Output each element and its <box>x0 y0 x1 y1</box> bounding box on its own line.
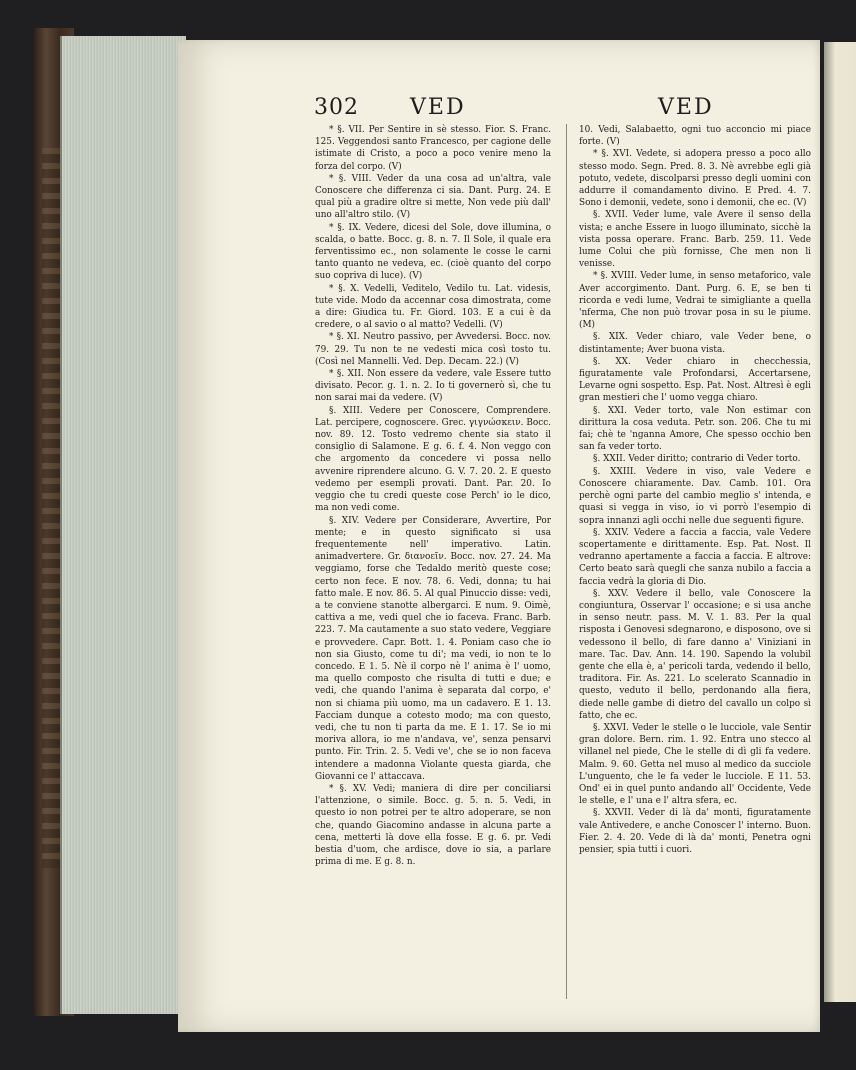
dictionary-page <box>178 40 820 1032</box>
entry: * §. VII. Per Sentire in sè stesso. Fior. S. Franc. 125. Veggendosi santo Francesco, per cagione delle istimate di Cristo, a poco a poco venire meno la forza del corpo. (V) <box>315 125 551 172</box>
entry: §. XXVI. Veder le stelle o le lucciole, vale Sentir gran dolore. Bern. rim. 1. 92. Entra uno stecco al villanel nel piede, Che le stelle di dì gli fa vedere. Malm. 9. 60. Getta nel muso al medico da succiole L'unguento, che le fa veder le lucciole. E 11. 53. Ond' ei in quel punto andando all' Occidente, Vede le stelle, e l' una e l' altra sfera, ec. <box>579 722 811 807</box>
page-header <box>310 95 810 125</box>
entry: §. XIV. Vedere per Considerare, Avvertire, Por mente; e in questo significato si usa frequentemente nell' imperativo. Latin. animadvertere. Gr. διανοεῖν. Bocc. nov. 27. 24. Ma veggiamo, forse che Tedaldo meritò queste cose; certo non fece. E nov. 78. 6. Vedi, donna; tu hai fatto male. E nov. 86. 5. Al qual Pinuccio disse: vedi, a te conviene stanotte albergarci. E num. 9. Oimè, cattiva a me, vedi quel che io faceva. Franc. Barb. 223. 7. Ma cautamente a suo stato vedere, Veggiare e provvedere. Capr. Bott. 1. 4. Poniam caso che io non sia Giusto, come tu di'; ma vedi, io non te lo concedo. E 1. 5. Nè il corpo nè l' anima è l' uomo, ma quello composto che risulta di tutti e due; e vedi, che quando l'anima è separata dal corpo, e' non si chiama più uomo, ma un cadavero. E 1. 13. Facciam dunque a cotesto modo; ma con questo, vedi, che tu non ti parta da me. E 1. 17. Se io mi moriva allora, io me n'andava, ve', senza pensarvi punto. Fir. Trin. 2. 5. Vedi ve', che se io non faceva intendere a madonna Violante questa giarda, che Giovanni ce l' attaccava. <box>315 515 551 782</box>
entry: * §. X. Vedelli, Veditelo, Vedilo tu. Lat. videsis, tute vide. Modo da accennar cosa dimostrata, come a dire: Giudica tu. Fr. Giord. 103. E a cui è da credere, o al savio o al matto? Vedelli. (V) <box>315 283 551 331</box>
entry: §. XIII. Vedere per Conoscere, Comprendere. Lat. percipere, cognoscere. Grec. γιγνώσκειν. Bocc. nov. 89. 12. Tosto vedremo chente sia stato il consiglio di Salamone. E g. 6. f. 4. Non veggo con che argomento da concedere vi possa nello avvenire riprendere alcuno. G. V. 7. 20. 2. E questo vedemo per esempli provati. Dant. Par. 20. Io veggio che tu credi queste cose Perch' io le dico, ma non vedi come. <box>315 405 551 514</box>
entry: §. XXV. Vedere il bello, vale Conoscere la congiuntura, Osservar l' occasione; e si usa anche in senso neutr. pass. M. V. 1. 83. Per la qual risposta i Genovesi sdegnarono, e disposono, ove si vedessono il bello, di fare danno a' Viniziani in mare. Tac. Dav. Ann. 14. 190. Sapendo la volubil gente che ella è, a' pericoli tarda, vedendo il bello, traditora. Fir. As. 221. Lo scelerato Scannadio in questo, veduto il bello, perdonando alla fiera, diede nelle gambe di dietro del cavallo un colpo sì fatto, che ec. <box>579 588 811 721</box>
entry-continuation: 10. Vedi, Salabaetto, ogni tuo acconcio mi piace forte. (V) <box>579 125 811 148</box>
entry: §. XX. Veder chiaro in checchessia, figuratamente vale Profondarsi, Accertarsene, Levarne ogni sospetto. Esp. Pat. Nost. Altresì è egli gran mestieri che l' uomo vegga chiaro. <box>579 356 811 404</box>
guide-word-right: VED <box>658 95 714 120</box>
column-divider <box>566 124 567 999</box>
entry: * §. XI. Neutro passivo, per Avvedersi. Bocc. nov. 79. 29. Tu non te ne vedesti mica così tosto tu. (Così nel Mannelli. Ved. Dep. Decam. 22.) (V) <box>315 332 551 367</box>
page-edges <box>60 36 186 1014</box>
entry: * §. XVIII. Veder lume, in senso metaforico, vale Aver accorgimento. Dant. Purg. 6. E, se ben ti ricorda e vedi lume, Vedrai te simigliante a quella 'nferma, Che non può trovar posa in su le piume. (M) <box>579 271 811 331</box>
facing-page-edge <box>824 42 856 1002</box>
entry: * §. IX. Vedere, dicesi del Sole, dove illumina, o scalda, o batte. Bocc. g. 8. n. 7. Il Sole, il quale era ferventissimo ec., non solamente le cosse le carni tanto quanto ne vedeva, ec. (cioè quanto del corpo suo copriva di luce). (V) <box>315 222 551 282</box>
entry: §. XIX. Veder chiaro, vale Veder bene, o distintamente; Aver buona vista. <box>579 332 811 355</box>
entry: §. XXIII. Vedere in viso, vale Vedere e Conoscere chiaramente. Dav. Camb. 101. Ora perchè ogni parte del cambio meglio s' intenda, e quasi si vegga in viso, io vi porrò l'esempio di sopra innanzi agli occhi nelle due seguenti figure. <box>579 466 811 526</box>
entry: §. XVII. Veder lume, vale Avere il senso della vista; e anche Essere in luogo illuminato, sicchè la vista possa operare. Franc. Barb. 259. 11. Vede lume Colui che più fornisse, Che men non li venisse. <box>579 210 811 270</box>
guide-word-left: VED <box>410 95 466 120</box>
right-column <box>579 124 811 856</box>
entry: * §. XII. Non essere da vedere, vale Essere tutto divisato. Pecor. g. 1. n. 2. Io ti governerò sì, che tu non sarai mai da vedere. (V) <box>315 369 551 404</box>
left-column <box>315 124 551 868</box>
entry: §. XXII. Veder diritto; contrario di Veder torto. <box>593 454 801 465</box>
entry: §. XXI. Veder torto, vale Non estimar con dirittura la cosa veduta. Petr. son. 206. Che tu mi fai; chè te 'nganna Amore, Che spesso occhio ben san fa veder torto. <box>579 405 811 453</box>
entry: * §. VIII. Veder da una cosa ad un'altra, vale Conoscere che differenza ci sia. Dant. Purg. 24. E qual più a gradire oltre si mette, Non vede più dall' uno all'altro stilo. (V) <box>315 173 551 221</box>
entry: §. XXIV. Vedere a faccia a faccia, vale Vedere scopertamente e dirittamente. Esp. Pat. Nost. Il vedranno apertamente a faccia a faccia. E altrove: Certo beato sarà quegli che sanza nubilo a faccia a faccia vedrà la gloria di Dio. <box>579 527 811 587</box>
entry: §. XXVII. Veder di là da' monti, figuratamente vale Antivedere, e anche Conoscer l' interno. Buon. Fier. 2. 4. 20. Vede di là da' monti, Penetra ogni pensier, spia tutti i cuori. <box>579 808 811 855</box>
entry: * §. XVI. Vedete, si adopera presso a poco allo stesso modo. Segn. Pred. 8. 3. Nè avrebbe egli già potuto, vedete, discolparsi presso degli uomini con addurre il comandamento divino. E Pred. 4. 7. Sono i demonii, vedete, sono i demonii, che ec. (V) <box>579 149 811 209</box>
entry: * §. XV. Vedi; maniera di dire per conciliarsi l'attenzione, o simile. Bocc. g. 5. n. 5. Vedi, in questo io non potrei per te altro adoperare, se non che, quando Giacomino andasse in alcuna parte a cena, metterti là dove ella fosse. E g. 6. pr. Vedi bestia d'uom, che ardisce, dove io sia, a parlare prima di me. E g. 8. n. <box>315 783 551 868</box>
page-number: 302 <box>314 95 359 120</box>
